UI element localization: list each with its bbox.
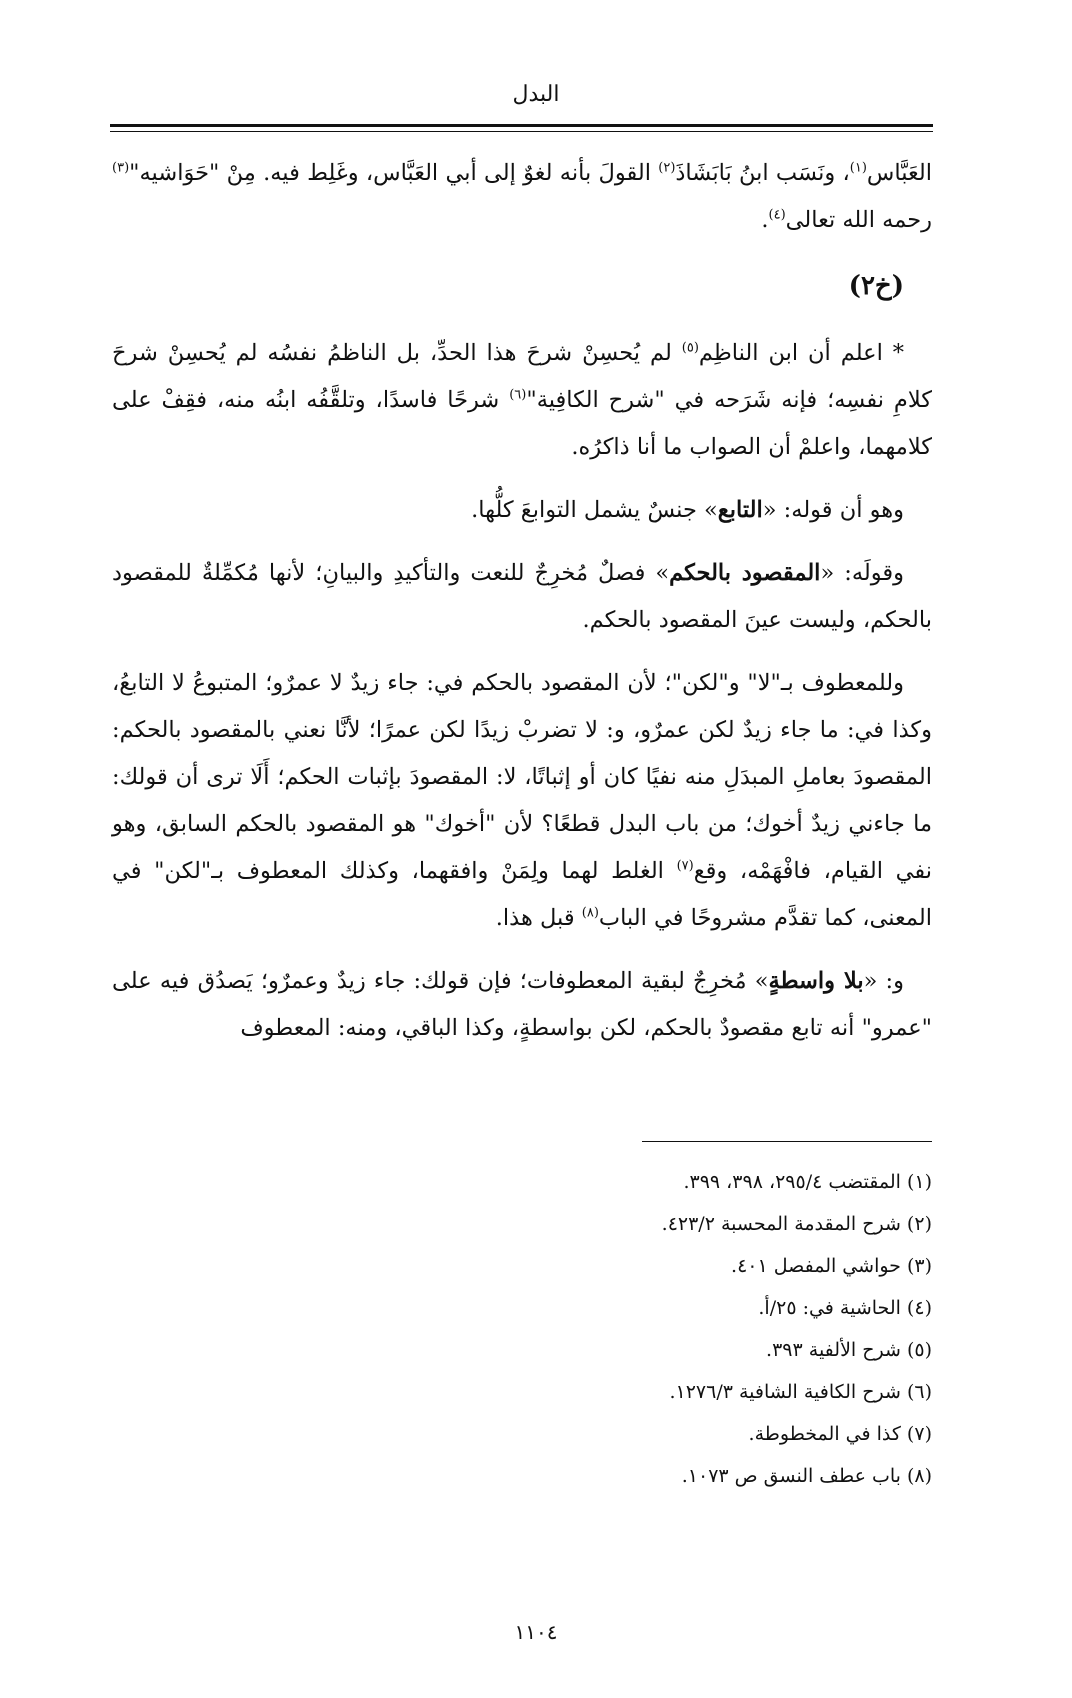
text-run: * اعلم أن ابن الناظِم [698, 340, 904, 366]
footnote: (١) المقتضب ٢٩٥/٤، ٣٩٨، ٣٩٩. [683, 1171, 932, 1193]
footnote-ref: (١) [849, 160, 867, 176]
footnote-ref: (٨) [581, 905, 599, 921]
footnote-separator [642, 1141, 932, 1142]
bold-term: التابع [717, 497, 763, 523]
text-run: وللمعطوف بـ"لا" و"لكن"؛ لأن المقصود بالحكم في: جاء زيدٌ لا عمرٌو؛ المتبوعُ لا التابعُ، وكذا في: ما جاء زيدٌ لكن عمرٌو، و: لا تضربْ زيدًا لكن عمرًا؛ لأنَّا نعني بالمقصود بالحكم: المقصودَ بعاملِ المبدَلِ منه نفيًا كان أو إثباتًا، لا: المقصودَ بإثبات الحكم؛ أَلَا ترى أن قولك: ما جاءني زيدٌ أخوك؛ من باب البدل قطعًا؟ لأن "أخوك" هو المقصود بالحكم السابق، وهو نفي القيام، فافْهَمْه، وقع [112, 670, 932, 884]
footnotes-list [112, 1161, 960, 1497]
footnote: (٨) باب عطف النسق ص ١٠٧٣. [681, 1465, 932, 1487]
text-run: القولَ بأنه لغوٌ إلى أبي العَبَّاس، وغَلِط فيه. مِنْ "حَوَاشيه" [129, 160, 659, 186]
text-run: شرحًا فاسدًا، وتلقَّفُه ابنُه منه، فقِفْ على كلامهما، واعلمْ أن الصواب ما أنا ذاكرُه. [112, 387, 932, 460]
header-rule-thick [110, 124, 933, 127]
footnote-ref: (٧) [676, 858, 694, 874]
text-run: الغلط لهما ولِمَنْ وافقهما، وكذلك المعطوف بـ"لكن" في المعنى، كما تقدَّم مشروحًا في الباب [112, 858, 932, 931]
paragraph [112, 487, 932, 534]
footnote: (٢) شرح المقدمة المحسبة ٤٢٣/٢. [661, 1213, 932, 1235]
text-run: العَبَّاس [866, 160, 932, 186]
text-run: » فصلٌ مُخرِجٌ للنعت والتأكيدِ والبيانِ؛ لأنها مُكمِّلةٌ للمقصود بالحكم، وليست عينَ المقصود بالحكم. [112, 560, 932, 633]
text-run: » مُخرِجٌ لبقية المعطوفات؛ فإن قولك: جاء زيدٌ وعمرٌو؛ يَصدُق فيه على "عمرو" أنه تابع مقصودٌ بالحكم، لكن بواسطةٍ، وكذا الباقي، ومنه: المعطوف [112, 968, 932, 1041]
footnote-ref: (٦) [509, 387, 527, 403]
paragraph [112, 330, 932, 471]
section-marker: (خ٢) [848, 271, 904, 301]
text-run: و: « [863, 968, 905, 994]
text-run: رحمه الله تعالى [785, 207, 932, 233]
footnote: (٣) حواشي المفصل ٤٠١. [731, 1255, 932, 1277]
bold-term: المقصود بالحكم [669, 560, 821, 586]
footnote-ref: (٤) [768, 207, 786, 223]
paragraph [112, 550, 932, 644]
page-number: ١١٠٤ [514, 1620, 558, 1644]
footnote-ref: (٣) [112, 160, 130, 176]
bold-term: بلا واسطةٍ [768, 968, 864, 994]
running-header: البدل [512, 82, 560, 107]
footnote-ref: (٥) [681, 340, 699, 356]
header-rule-thin [110, 131, 933, 132]
text-run: . [761, 207, 769, 233]
footnote: (٤) الحاشية في: ٢٥/أ. [758, 1297, 932, 1319]
main-text [112, 150, 932, 1068]
text-run: وهو أن قوله: « [762, 497, 904, 523]
text-run: وقولَه: « [820, 560, 904, 586]
paragraph [112, 660, 932, 942]
text-run: ، ونَسَب ابنُ بَابَشَاذَ [675, 160, 850, 186]
footnote: (٦) شرح الكافية الشافية ١٢٧٦/٣. [669, 1381, 932, 1403]
text-run: » جنسٌ يشمل التوابعَ كلُّها. [471, 497, 718, 523]
footnote-ref: (٢) [658, 160, 676, 176]
paragraph [112, 958, 932, 1052]
footnote: (٧) كذا في المخطوطة. [748, 1423, 932, 1445]
text-run: لم يُحسِنْ شرحَ هذا الحدِّ، بل الناظمُ نفسُه لم يُحسِنْ شرحَ كلامِ نفسِه؛ فإنه شَرَحه في "شرح الكافِية" [112, 340, 932, 413]
text-run: قبل هذا. [495, 905, 582, 931]
footnote: (٥) شرح الألفية ٣٩٣. [766, 1339, 932, 1361]
paragraph-continuation [112, 150, 932, 244]
